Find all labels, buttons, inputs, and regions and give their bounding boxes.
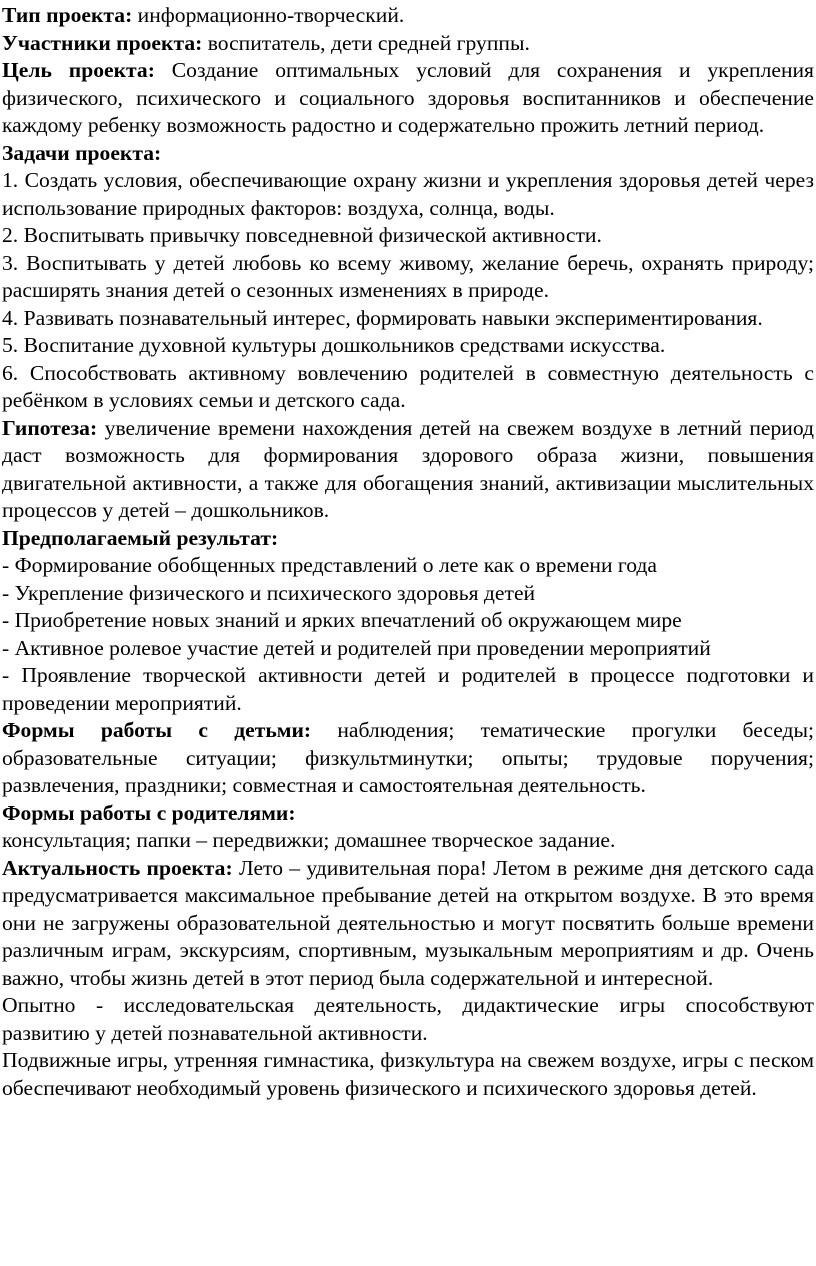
task-item: 2. Воспитывать привычку повседневной физической активности. — [2, 223, 602, 247]
paragraph-games: Подвижные игры, утренняя гимнастика, физкультура на свежем воздухе, игры с песком обеспечивают необходимый уровень физического и психического здоровья детей. — [2, 1048, 814, 1100]
result-item: - Активное ролевое участие детей и родителей при проведении мероприятий — [2, 635, 711, 660]
forms-children-value: наблюдения; тематические прогулки беседы; образовательные ситуации; физкультминутки; опыты; трудовые поручения; развлечения, праздники; совместная и самостоятельная деятельность. — [2, 718, 814, 797]
project-relevance — [2, 855, 814, 993]
task-item: 3. Воспитывать у детей любовь ко всему живому, желание беречь, охранять природу; расширять знания детей о сезонных изменениях в природе. — [2, 250, 814, 302]
result-item: - Укрепление физического и психического здоровья детей — [2, 580, 536, 605]
project-type-label: Тип проекта: — [2, 3, 133, 27]
paragraph-research: Опытно - исследовательская деятельность, дидактические игры способствуют развитию у детей познавательной активности. — [2, 993, 814, 1045]
result-item: - Проявление творческой активности детей и родителей в процессе подготовки и проведении мероприятий. — [2, 663, 814, 715]
project-hypothesis — [2, 415, 814, 525]
goal-label: Цель проекта: — [2, 58, 155, 82]
results-heading: Предполагаемый результат: — [2, 525, 279, 550]
forms-children — [2, 717, 814, 800]
tasks-list — [2, 167, 814, 415]
relevance-value: Лето – удивительная пора! Летом в режиме дня детского сада предусматривается максимальное пребывание детей на открытом воздухе. В это время они не загружены образовательной деятельностью и могут посвятить больше времени различным играм, экскурсиям, спортивным, музыкальным мероприятиям и др. Очень важно, чтобы жизнь детей в этот период была содержательной и интересной. — [2, 855, 814, 990]
forms-children-label: Формы работы с детьми: — [2, 718, 312, 742]
result-item: - Формирование обобщенных представлений о лете как о времени года — [2, 553, 657, 577]
task-item: 6. Способствовать активному вовлечению родителей в совместную деятельность с ребёнком в условиях семьи и детского сада. — [2, 360, 814, 412]
task-item: 5. Воспитание духовной культуры дошкольников средствами искусства. — [2, 333, 666, 357]
forms-parents-heading: Формы работы с родителями: — [2, 800, 296, 825]
participants-label: Участники проекта: — [2, 30, 203, 55]
goal-value: Создание оптимальных условий для сохранения и укрепления физического, психического и социального здоровья воспитанников и обеспечение каждому ребенку возможность радостно и содержательно прожить летний период. — [2, 58, 814, 137]
tasks-heading: Задачи проекта: — [2, 140, 162, 165]
project-goal — [2, 57, 814, 140]
project-type-value: информационно-творческий. — [132, 3, 405, 27]
relevance-label: Актуальность проекта: — [2, 855, 233, 880]
task-item: 4. Развивать познавательный интерес, формировать навыки экспериментирования. — [2, 305, 763, 330]
hypothesis-label: Гипотеза: — [2, 415, 98, 440]
participants-value: воспитатель, дети средней группы. — [202, 30, 530, 55]
project-participants — [2, 30, 814, 58]
forms-parents-value: консультация; папки – передвижки; домашнее творческое задание. — [2, 828, 616, 852]
task-item: 1. Создать условия, обеспечивающие охрану жизни и укрепления здоровья детей через использование природных факторов: воздуха, солнца, воды. — [2, 168, 814, 220]
project-type — [2, 2, 814, 30]
hypothesis-value: увеличение времени нахождения детей на свежем воздухе в летний период даст возможность для формирования здорового образа жизни, повышения двигательной активности, а также для обогащения знаний, активизации мыслительных процессов у детей – дошкольников. — [2, 415, 814, 522]
results-list — [2, 552, 814, 717]
result-item: - Приобретение новых знаний и ярких впечатлений об окружающем мире — [2, 608, 682, 632]
